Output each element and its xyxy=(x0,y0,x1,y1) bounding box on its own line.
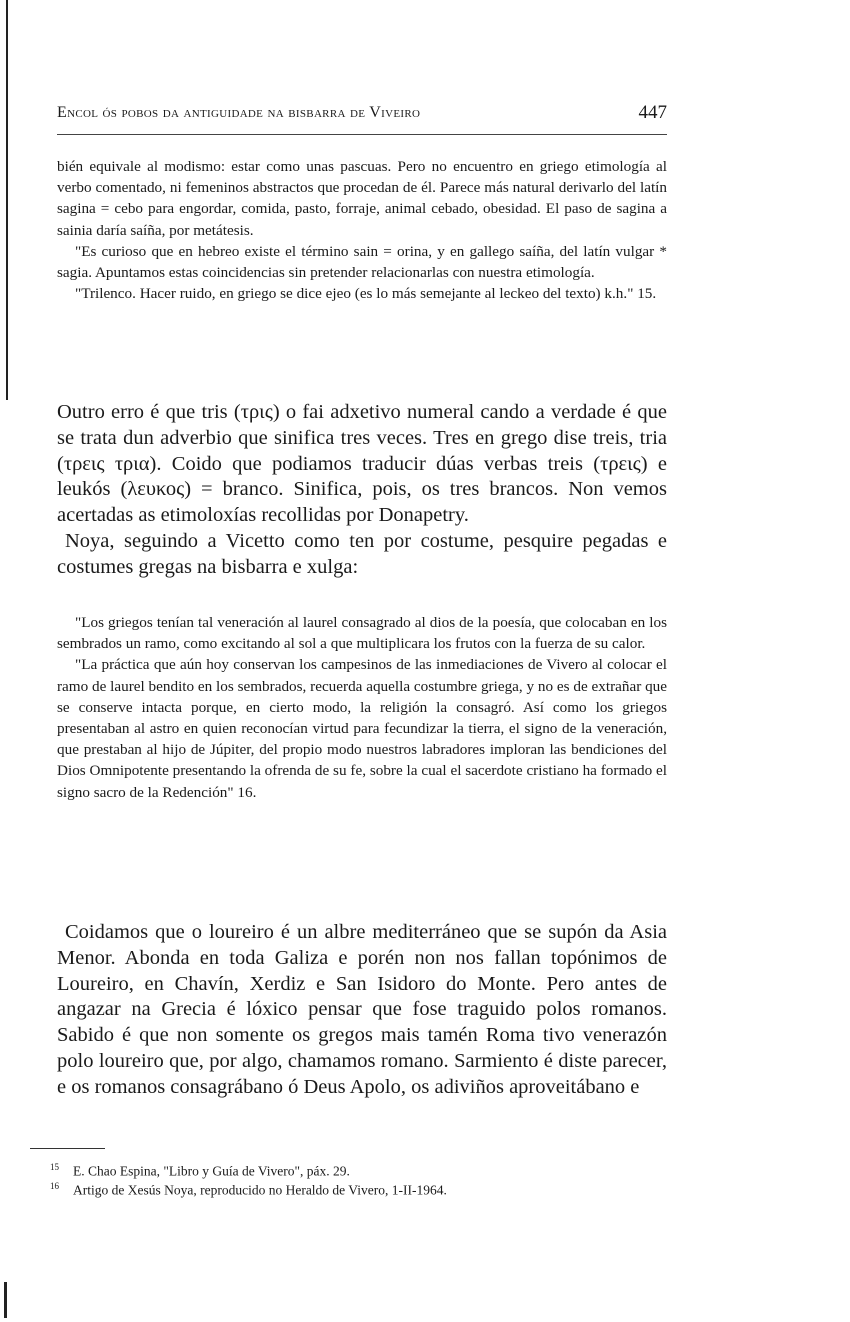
footnote-text: E. Chao Espina, "Libro y Guía de Vivero", páx. 29. xyxy=(73,1163,350,1179)
footnote-rule xyxy=(30,1148,105,1149)
footnote-number: 15 xyxy=(50,1162,59,1172)
quote-paragraph: "Los griegos tenían tal veneración al laurel consagrado al dios de la poesía, que colocaban en los sembrados un ramo, como excitando al sol a que multiplicara los frutos con la fuerza de su calor. xyxy=(57,614,667,653)
quote-paragraph: "La práctica que aún hoy conservan los campesinos de las inmediaciones de Vivero al colocar el ramo de laurel bendito en los sembrados, recuerda aquella costumbre griega, y no es de extrañar que se conserve intacta porque, en cierto modo, la religión la consagró. Así como los griegos presentaban al astro en quien reconocían virtud para fecundizar la tierra, el signo de la veneración, que prestaban al hijo de Júpiter, del propio modo nuestros labradores imploran las bendiciones del Dios Omnipotente presentando la ofrenda de su fe, sobre la cual el sacerdote cristiano ha formado el signo sacro de la Redención" 16. xyxy=(57,656,667,801)
page-edge-line xyxy=(6,0,8,400)
main-text-1 xyxy=(57,400,667,581)
footnote xyxy=(50,1177,670,1200)
quote-block-2 xyxy=(57,612,667,803)
quote-block-1 xyxy=(57,156,667,304)
body-paragraph: Coidamos que o loureiro é un albre mediterráneo que se supón da Asia Menor. Abonda en toda Galiza e porén non nos fallan topónimos de Loureiro, en Chavín, Xerdiz e San Isidoro do Monte. Pero antes de angazar na Grecia é lóxico pensar que fose traguido polos romanos. Sabido é que non somente os gregos mais tamén Roma tivo venerazón polo loureiro que, por algo, chamamos romano. Sarmiento é diste parecer, e os romanos consagrábano ó Deus Apolo, os adiviños aproveitábano e xyxy=(57,921,667,1098)
page-number: 447 xyxy=(638,102,667,123)
page-header xyxy=(57,104,667,128)
header-rule xyxy=(57,134,667,135)
quote-paragraph: "Es curioso que en hebreo existe el término sain = orina, y en gallego saíña, del latín vulgar * sagia. Apuntamos estas coincidencias sin pretender relacionarlas con nuestra etimología. xyxy=(57,242,667,282)
main-text-2 xyxy=(57,920,667,1101)
quote-paragraph: bién equivale al modismo: estar como unas pascuas. Pero no encuentro en griego etimología al verbo comentado, ni femeninos abstractos que procedan de él. Parece más natural derivarlo del latín sagina = cebo para engordar, comida, pasto, forraje, animal cebado, obesidad. El paso de sagina a sainia daría saíña, por metátesis. xyxy=(57,158,667,239)
body-paragraph: Noya, seguindo a Vicetto como ten por costume, pesquire pegadas e costumes gregas na bisbarra e xulga: xyxy=(57,529,667,578)
page-edge-mark xyxy=(4,1282,7,1318)
running-title: Encol ós pobos da antiguidade na bisbarra de Viveiro xyxy=(57,104,421,121)
quote-paragraph: "Trilenco. Hacer ruido, en griego se dice ejeo (es lo más semejante al leckeo del texto) k.h." 15. xyxy=(75,285,657,303)
footnote-number: 16 xyxy=(50,1181,59,1191)
body-paragraph: Outro erro é que tris (τρις) o fai adxetivo numeral cando a verdade é que se trata dun adverbio que sinifica tres veces. Tres en grego dise treis, tria (τρεις τρια). Coido que podiamos traducir dúas verbas treis (τρεις) e leukós (λευκος) = branco. Sinifica, pois, os tres brancos. Non vemos acertadas as etimoloxías recollidas por Donapetry. xyxy=(57,401,667,527)
footnote-text: Artigo de Xesús Noya, reproducido no Heraldo de Vivero, 1-II-1964. xyxy=(73,1182,447,1198)
